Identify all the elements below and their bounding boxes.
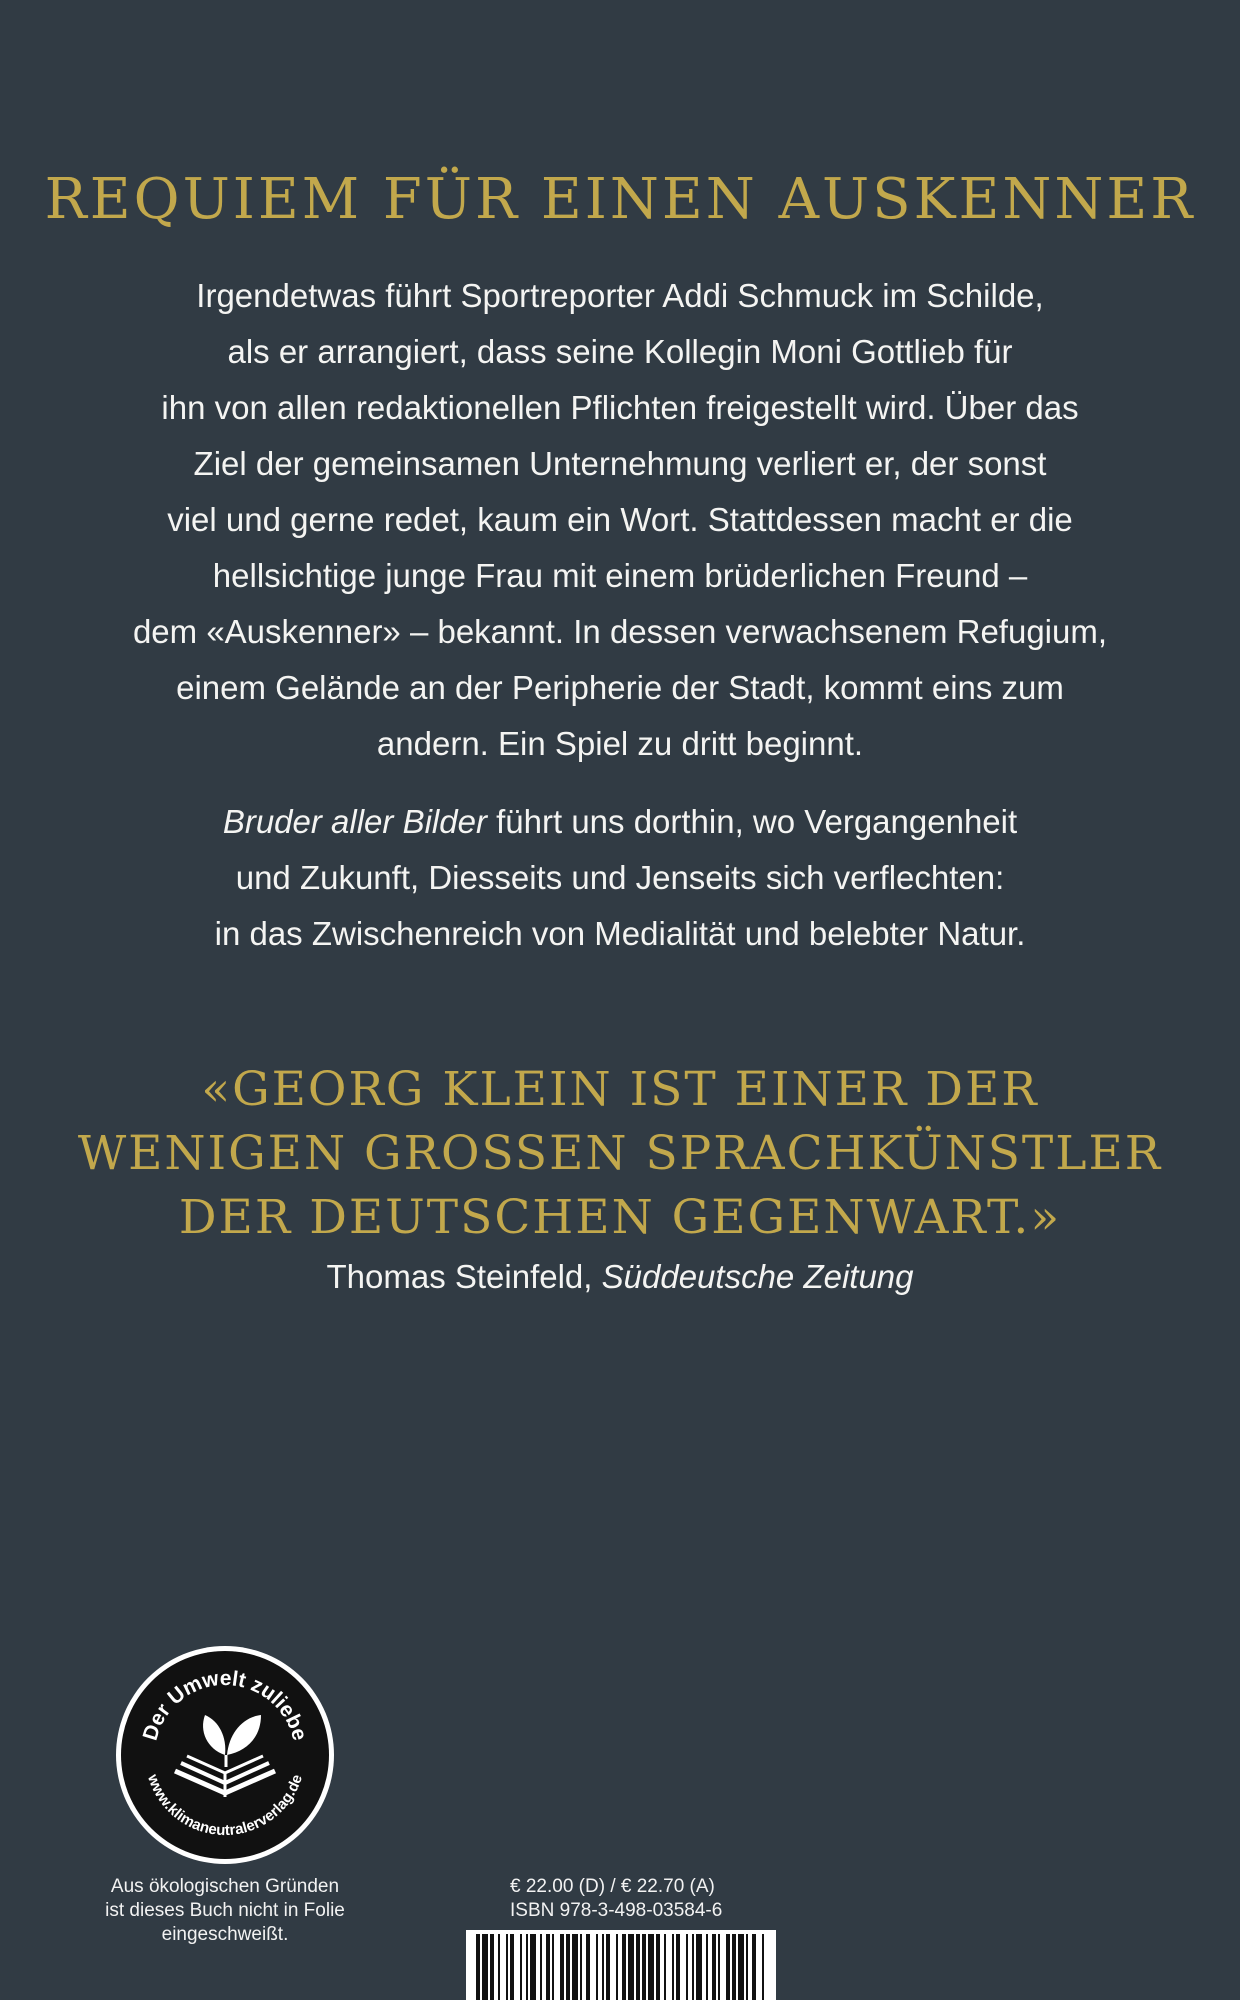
book-title: Bruder aller Bilder — [222, 803, 487, 840]
barcode-bar — [656, 1934, 660, 2000]
barcode-bar — [672, 1934, 674, 2000]
blurb-line: dem «Auskenner» – bekannt. In dessen verwachsenem Refugium, — [132, 613, 1108, 650]
eco-note — [60, 1875, 390, 1947]
blurb-line: hellsichtige junge Frau mit einem brüderlichen Freund – — [212, 557, 1028, 594]
barcode-bar — [596, 1934, 598, 2000]
barcode-bar — [552, 1934, 554, 2000]
barcode-bar — [696, 1934, 702, 2000]
price-block — [510, 1875, 722, 1923]
eco-note-line: ist dieses Buch nicht in Folie — [105, 1900, 345, 1921]
barcode-bar — [586, 1934, 590, 2000]
blurb-line: Irgendetwas führt Sportreporter Addi Schmuck im Schilde, — [196, 277, 1044, 314]
quote-attribution — [0, 1254, 1240, 1300]
barcode-bar — [642, 1934, 646, 2000]
barcode-bar — [520, 1934, 522, 2000]
barcode-bar — [506, 1934, 508, 2000]
barcode-bar — [482, 1934, 488, 2000]
barcode-bar — [676, 1934, 680, 2000]
barcode-bar — [572, 1934, 578, 2000]
barcode-bar — [726, 1934, 730, 2000]
price: € 22.00 (D) / € 22.70 (A) — [510, 1876, 715, 1897]
barcode-bar — [580, 1934, 582, 2000]
barcode-bar — [628, 1934, 634, 2000]
barcode-bar — [692, 1934, 694, 2000]
blurb-line — [80, 794, 1160, 850]
barcode-bar — [738, 1934, 744, 2000]
blurb-line: viel und gerne redet, kaum ein Wort. Stattdessen macht er die — [167, 501, 1073, 538]
barcode-bar — [686, 1934, 688, 2000]
barcode-bar — [622, 1934, 626, 2000]
barcode-bar — [540, 1934, 542, 2000]
blurb-paragraph-2 — [80, 794, 1160, 962]
barcode-bar — [606, 1934, 610, 2000]
blurb-line: Ziel der gemeinsamen Unternehmung verliert er, der sonst — [193, 445, 1047, 482]
headline: REQUIEM FÜR EINEN AUSKENNER — [44, 167, 1196, 232]
barcode-bar — [498, 1934, 500, 2000]
barcode-bar — [566, 1934, 570, 2000]
eco-note-line: eingeschweißt. — [161, 1924, 289, 1945]
badge-bottom-text: www.klimaneutralerverlag.de — [144, 1772, 306, 1840]
barcode-bar — [526, 1934, 528, 2000]
barcode-bar — [706, 1934, 708, 2000]
quote-line: DER DEUTSCHEN GEGENWART.» — [178, 1190, 1062, 1245]
barcode-bar — [752, 1934, 756, 2000]
barcode-bar — [712, 1934, 716, 2000]
press-quote — [0, 1058, 1240, 1250]
blurb-line: als er arrangiert, dass seine Kollegin Moni Gottlieb für — [227, 333, 1013, 370]
barcode-bar — [602, 1934, 604, 2000]
quote-line: «GEORG KLEIN IST EINER DER — [201, 1062, 1039, 1117]
quote-source: Süddeutsche Zeitung — [601, 1258, 914, 1295]
barcode-bar — [762, 1934, 764, 2000]
blurb-line: andern. Ein Spiel zu dritt beginnt. — [376, 725, 864, 762]
eco-badge — [115, 1645, 335, 1865]
barcode-bar — [636, 1934, 640, 2000]
barcode-bar — [476, 1934, 480, 2000]
eco-note-line: Aus ökologischen Gründen — [110, 1876, 340, 1897]
badge-top-text: Der Umwelt zuliebe — [138, 1666, 312, 1744]
barcode-bar — [490, 1934, 494, 2000]
barcode-bar — [746, 1934, 748, 2000]
barcode — [466, 1930, 776, 2000]
blurb-paragraph-1 — [80, 268, 1160, 772]
blurb — [80, 268, 1160, 962]
barcode-bar — [616, 1934, 618, 2000]
barcode-bar — [510, 1934, 514, 2000]
barcode-bar — [546, 1934, 550, 2000]
barcode-bar — [530, 1934, 536, 2000]
barcode-bar — [648, 1934, 654, 2000]
barcode-bar — [560, 1934, 564, 2000]
isbn: ISBN 978-3-498-03584-6 — [510, 1900, 723, 1921]
blurb-line: und Zukunft, Diesseits und Jenseits sich verflechten: — [235, 859, 1005, 896]
blurb-line: ihn von allen redaktionellen Pflichten freigestellt wird. Über das — [161, 389, 1079, 426]
quote-line: WENIGEN GROSSEN SPRACHKÜNSTLER — [77, 1126, 1163, 1181]
barcode-bar — [664, 1934, 666, 2000]
barcode-bar — [732, 1934, 736, 2000]
quote-author: Thomas Steinfeld, — [326, 1258, 602, 1295]
blurb-text: führt uns dorthin, wo Vergangenheit — [486, 803, 1018, 840]
barcode-bar — [718, 1934, 720, 2000]
blurb-line: in das Zwischenreich von Medialität und belebter Natur. — [214, 915, 1026, 952]
blurb-line: einem Gelände an der Peripherie der Stadt, kommt eins zum — [176, 669, 1064, 706]
